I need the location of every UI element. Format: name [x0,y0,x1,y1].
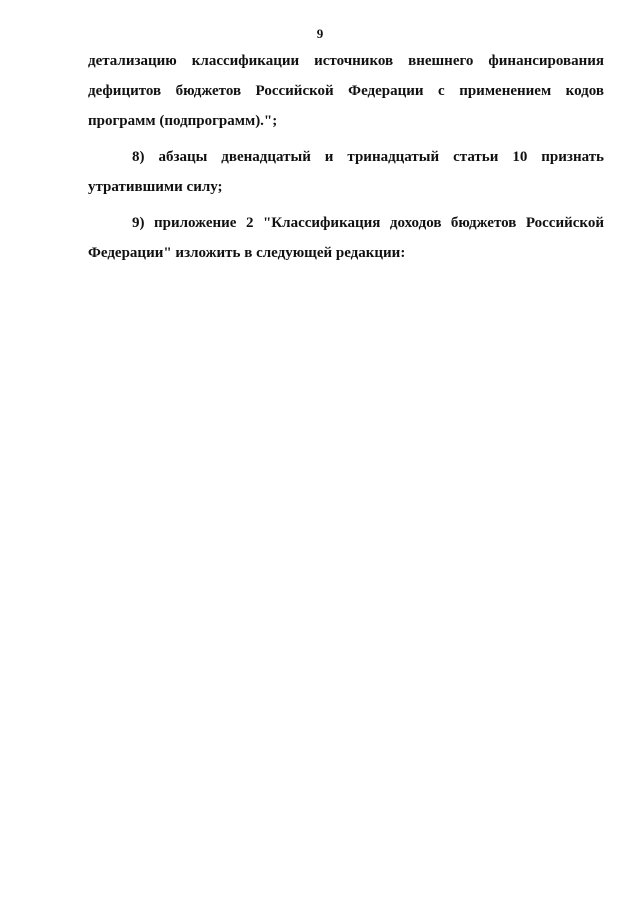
paragraph-item-9: 9) приложение 2 "Классификация доходов бюджетов Российской Федерации" изложить в следующей редакции: [88,215,604,261]
paragraph-item-8: 8) абзацы двенадцатый и тринадцатый статьи 10 признать утратившими силу; [88,149,604,195]
page-number: 9 [316,26,324,41]
document-body [88,46,604,274]
paragraph-continuation: детализацию классификации источников внешнего финансирования дефицитов бюджетов Российской Федерации с применением кодов программ (подпрограмм)."; [88,53,604,129]
